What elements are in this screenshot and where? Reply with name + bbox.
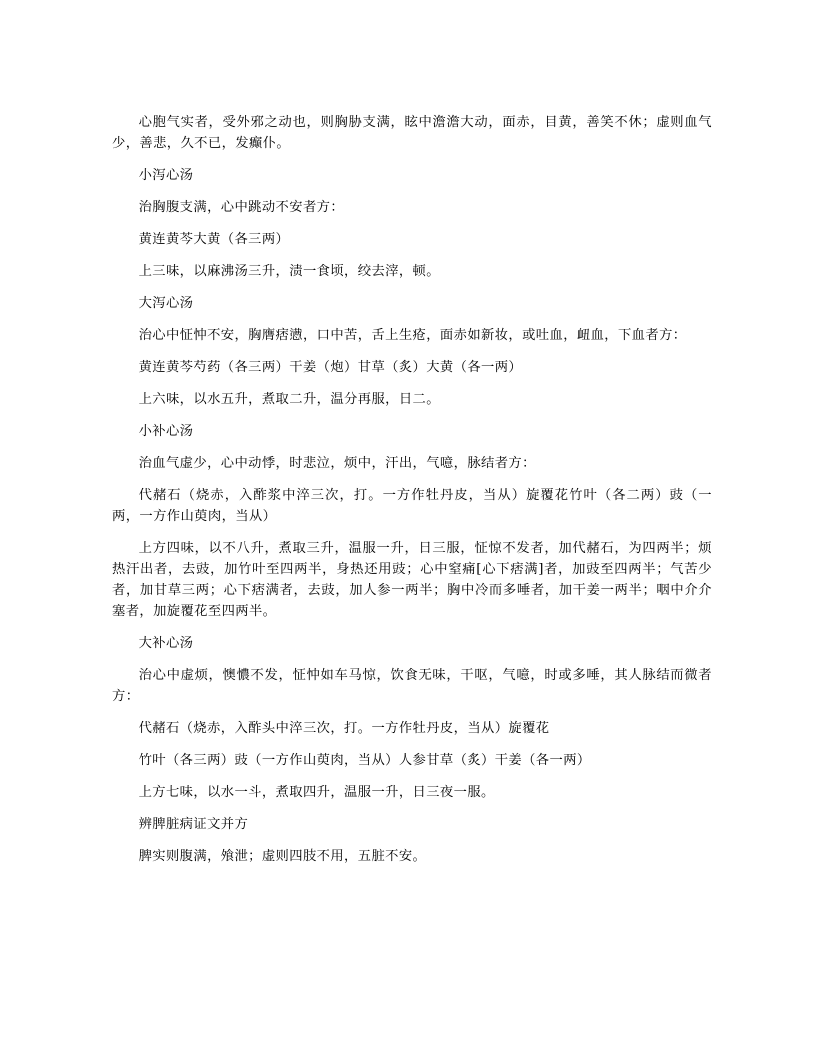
paragraph-indication: 治心中怔忡不安，胸膺痞懑，口中苦，舌上生疮，面赤如新妆，或吐血，衄血，下血者方： bbox=[138, 328, 687, 343]
paragraph-heart-pericardium: 心胞气实者，受外邪之动也，则胸胁支满，眩中澹澹大动，面赤，目黄，善笑不休；虚则血气少，善悲，久不已，发癫仆。 bbox=[112, 115, 712, 151]
paragraph-indication: 治胸腹支满，心中跳动不安者方： bbox=[138, 200, 345, 215]
heading-xiao-xiexin-tang: 小泻心汤 bbox=[138, 168, 194, 183]
paragraph-ingredients: 竹叶（各三两）豉（一方作山萸肉，当从）人参甘草（炙）干姜（各一两） bbox=[138, 753, 591, 768]
paragraph-preparation: 上六味，以水五升，煮取二升，温分再服，日二。 bbox=[138, 392, 440, 407]
paragraph-indication: 治心中虚烦，懊憹不发，怔忡如车马惊，饮食无味，干呕，气噫，时或多唾，其人脉结而微者方： bbox=[112, 668, 712, 704]
paragraph-preparation: 上方四味，以不八升，煮取三升，温服一升，日三服，怔惊不发者，加代赭石，为四两半；烦热汗出者，去豉，加竹叶至四两半，身热还用豉；心中窒痛[心下痞满]者，加豉至四两半；气苦少者，加甘草三两；心下痞满者，去豉，加人参一两半；胸中冷而多唾者，加干姜一两半；咽中介介塞者，加旋覆花至四两半。 bbox=[112, 541, 712, 619]
heading-xiao-buxin-tang: 小补心汤 bbox=[138, 424, 194, 439]
paragraph-spleen: 脾实则腹满，飧泄；虚则四肢不用，五脏不安。 bbox=[138, 849, 427, 864]
paragraph-ingredients: 代赭石（烧赤，入酢浆中淬三次，打。一方作牡丹皮，当从）旋覆花竹叶（各二两）豉（一两，一方作山萸肉，当从） bbox=[112, 488, 712, 524]
paragraph-preparation: 上三味，以麻沸汤三升，渍一食顷，绞去滓，顿。 bbox=[138, 264, 440, 279]
document-page bbox=[112, 112, 712, 878]
heading-spleen-section: 辨脾脏病证文并方 bbox=[138, 817, 249, 832]
paragraph-ingredients: 黄连黄芩芍药（各三两）干姜（炮）甘草（炙）大黄（各一两） bbox=[138, 360, 523, 375]
paragraph-preparation: 上方七味，以水一斗，煮取四升，温服一升，日三夜一服。 bbox=[138, 785, 495, 800]
paragraph-ingredients: 代赭石（烧赤，入酢头中淬三次，打。一方作牡丹皮，当从）旋覆花 bbox=[138, 721, 550, 736]
heading-da-xiexin-tang: 大泻心汤 bbox=[138, 296, 194, 311]
heading-da-buxin-tang: 大补心汤 bbox=[138, 636, 194, 651]
paragraph-indication: 治血气虚少，心中动悸，时悲泣，烦中，汗出，气噫，脉结者方： bbox=[138, 456, 536, 471]
paragraph-ingredients: 黄连黄芩大黄（各三两） bbox=[138, 232, 290, 247]
